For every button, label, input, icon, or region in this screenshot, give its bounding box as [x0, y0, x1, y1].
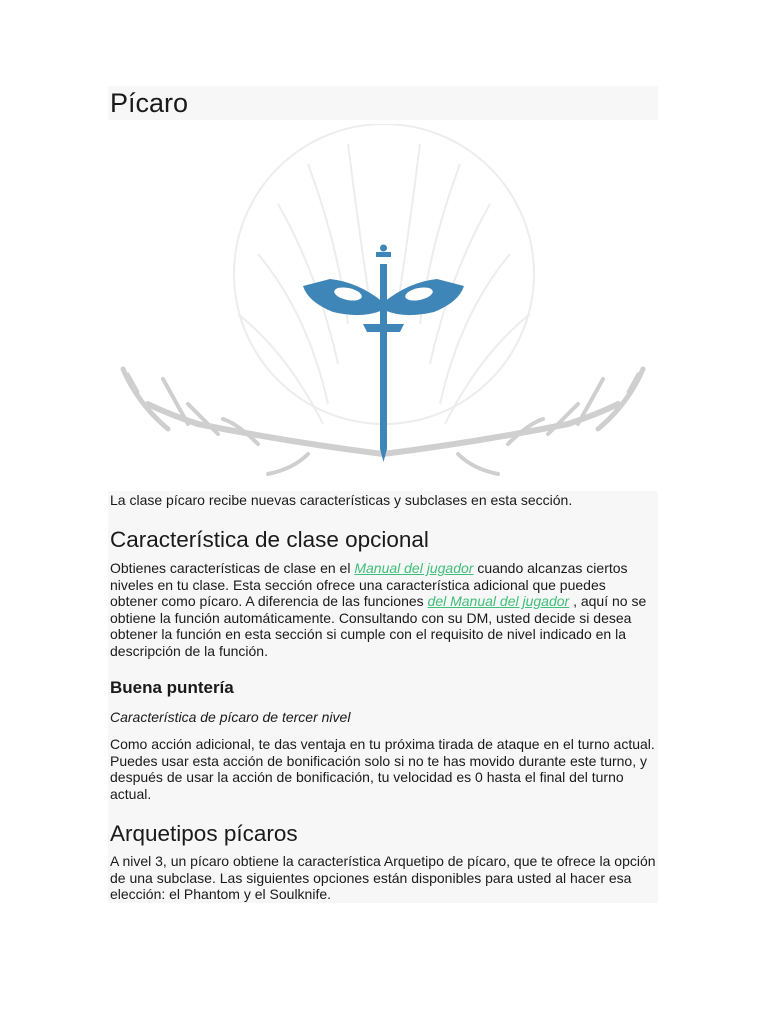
paragraph-text: cuando alcanzas ciertos niveles en tu clase. Esta sección ofrece una característica adicional que puedes obtener como pícaro. A diferencia de las funciones — [110, 560, 628, 610]
paragraph-text: Obtienes características de clase en el — [110, 560, 355, 576]
players-handbook-link-2[interactable]: del Manual del jugador — [427, 593, 570, 610]
optional-feature-paragraph — [110, 560, 656, 660]
page-title: Pícaro — [110, 88, 189, 118]
feature-description: Como acción adicional, te das ventaja en tu próxima tirada de ataque en el turno actual. Puedes usar esta acción de bonificación solo si no te has movido durante este turno, y después de usar la acción de bonificación, tu velocidad es 0 hasta el final del turno actual. — [110, 736, 655, 802]
feature-heading: Buena puntería — [110, 678, 234, 697]
feature-subtitle: Característica de pícaro de tercer nivel — [110, 709, 351, 725]
content-area — [108, 491, 658, 903]
title-band — [108, 86, 658, 120]
section-heading-optional-feature: Característica de clase opcional — [110, 527, 429, 552]
intro-paragraph: La clase pícaro recibe nuevas características y subclases en esta sección. — [110, 492, 573, 508]
winged-dagger-emblem-icon — [108, 124, 658, 484]
archetypes-paragraph: A nivel 3, un pícaro obtiene la característica Arquetipo de pícaro, que te ofrece la opción de una subclase. Las siguientes opciones están disponibles para usted al hacer esa elección: el Phantom y el Soulknife. — [110, 853, 656, 903]
paragraph-text: , aquí no se obtiene la función automáticamente. Consultando con su DM, usted decide si desea obtener la función en esta sección si cumple con el requisito de nivel indicado en la descripción de la función. — [110, 593, 647, 659]
section-heading-archetypes: Arquetipos pícaros — [110, 821, 298, 846]
players-handbook-link[interactable]: Manual del jugador — [354, 560, 474, 576]
